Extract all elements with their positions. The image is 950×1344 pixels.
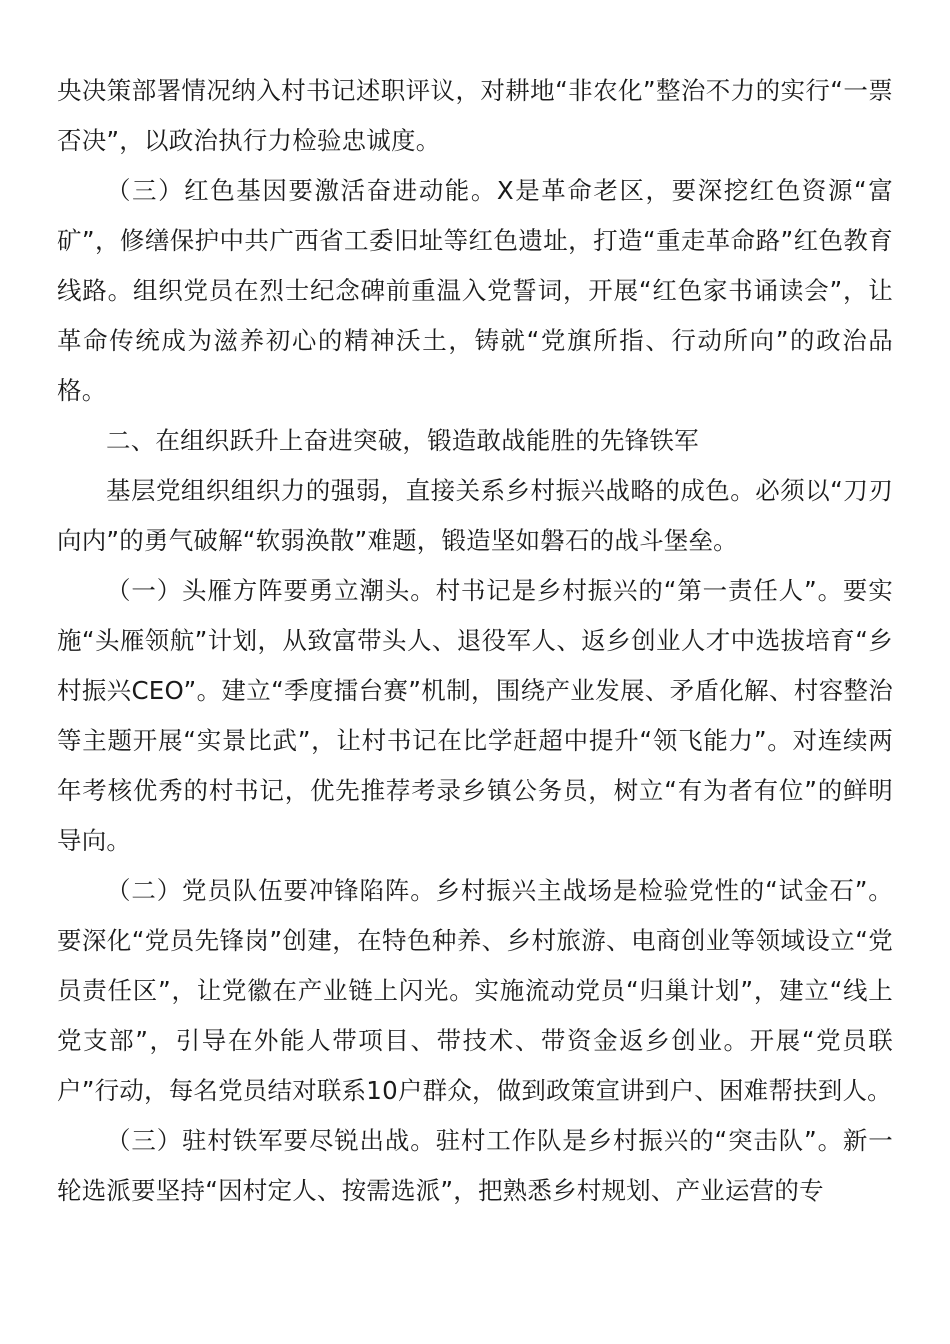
paragraph-section-intro: 基层党组织组织力的强弱，直接关系乡村振兴战略的成色。必须以“刀刃向内”的勇气破解“软弱涣散”难题，锻造坚如磐石的战斗堡垒。: [57, 476, 893, 555]
paragraph-red-gene: （三）红色基因要激活奋进动能。X是革命老区，要深挖红色资源“富矿”，修缮保护中共广西省工委旧址等红色遗址，打造“重走革命路”红色教育线路。组织党员在烈士纪念碑前重温入党誓词，开展“红色家书诵读会”，让革命传统成为滋养初心的精神沃土，铸就“党旗所指、行动所向”的政治品格。: [57, 176, 893, 405]
section-heading-2: 二、在组织跃升上奋进突破，锻造敢战能胜的先锋铁军: [106, 426, 699, 455]
paragraph-lead-geese: （一）头雁方阵要勇立潮头。村书记是乡村振兴的“第一责任人”。要实施“头雁领航”计划，从致富带头人、退役军人、返乡创业人才中选拔培育“乡村振兴CEO”。建立“季度擂台赛”机制，围绕产业发展、矛盾化解、村容整治等主题开展“实景比武”，让村书记在比学赶超中提升“领飞能力”。对连续两年考核优秀的村书记，优先推荐考录乡镇公务员，树立“有为者有位”的鲜明导向。: [57, 576, 893, 855]
paragraph-village-team: （三）驻村铁军要尽锐出战。驻村工作队是乡村振兴的“突击队”。新一轮选派要坚持“因村定人、按需选派”，把熟悉乡村规划、产业运营的专: [57, 1126, 893, 1205]
paragraph-party-members: （二）党员队伍要冲锋陷阵。乡村振兴主战场是检验党性的“试金石”。要深化“党员先锋岗”创建，在特色种养、乡村旅游、电商创业等领域设立“党员责任区”，让党徽在产业链上闪光。实施流动党员“归巢计划”，建立“线上党支部”，引导在外能人带项目、带技术、带资金返乡创业。开展“党员联户”行动，每名党员结对联系10户群众，做到政策宣讲到户、困难帮扶到人。: [57, 876, 893, 1105]
paragraph-continued: 央决策部署情况纳入村书记述职评议，对耕地“非农化”整治不力的实行“一票否决”，以政治执行力检验忠诚度。: [57, 76, 893, 155]
document-page: [57, 66, 893, 1216]
